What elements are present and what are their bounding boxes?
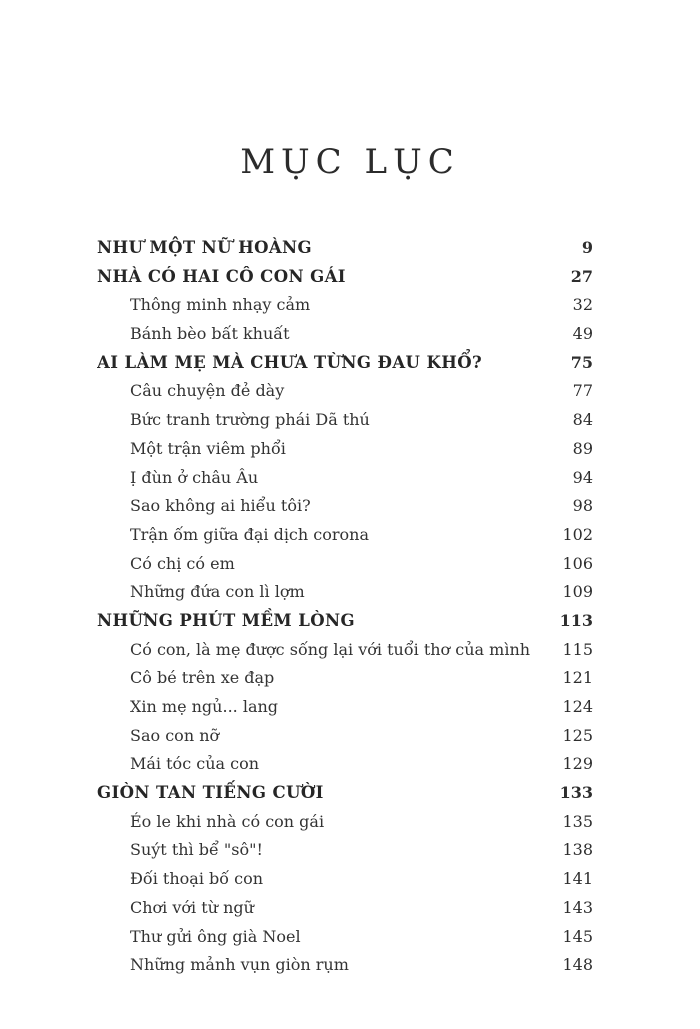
toc-entry-label: Sao con nỡ <box>130 725 220 745</box>
toc-entry-page: 32 <box>572 295 593 315</box>
toc-entry-page: 124 <box>562 697 593 716</box>
toc-entry-label: Suýt thì bể "sô"! <box>130 840 263 860</box>
toc-entry-page: 121 <box>562 668 593 688</box>
toc-row <box>97 291 593 320</box>
toc-row <box>97 234 593 263</box>
toc-entry-page: 145 <box>562 926 593 946</box>
toc-row <box>97 492 593 521</box>
toc-row <box>97 263 593 292</box>
toc-row <box>97 320 593 349</box>
toc-row <box>97 578 593 607</box>
toc-entry-page: 143 <box>562 897 593 917</box>
toc-entry-label: GIÒN TAN TIẾNG CƯỜI <box>97 783 324 803</box>
toc-row <box>97 377 593 406</box>
toc-entry-page: 94 <box>572 467 593 487</box>
toc-entry-page: 106 <box>562 553 593 573</box>
toc-row <box>97 808 593 837</box>
toc-row <box>97 521 593 550</box>
toc-entry-page: 84 <box>572 410 593 430</box>
toc-row <box>97 865 593 894</box>
toc-entry-label: Có con, là mẹ được sống lại với tuổi thơ của mình <box>130 639 531 659</box>
toc-row <box>97 722 593 751</box>
toc-row <box>97 550 593 579</box>
toc-entry-page: 129 <box>562 754 593 774</box>
toc-entry-page: 135 <box>562 811 593 831</box>
toc-entry-page: 141 <box>562 869 593 889</box>
toc-entry-label: NHÀ CÓ HAI CÔ CON GÁI <box>97 266 346 286</box>
toc-entry-page: 148 <box>562 955 593 975</box>
toc-row <box>97 435 593 464</box>
toc-entry-page: 27 <box>570 266 593 286</box>
toc-row <box>97 951 593 980</box>
toc-entry-label: Xin mẹ ngủ... lang <box>130 697 279 716</box>
toc-entry-label: AI LÀM MẸ MÀ CHƯA TỪNG ĐAU KHỔ? <box>97 352 483 372</box>
toc-entry-label: Thư gửi ông già Noel <box>130 926 301 946</box>
toc-row <box>97 349 593 378</box>
toc-entry-label: Sao không ai hiểu tôi? <box>130 496 311 516</box>
toc-entry-page: 109 <box>562 582 593 602</box>
toc-entry-page: 98 <box>572 496 593 516</box>
toc-row <box>97 693 593 722</box>
toc-entry-label: Một trận viêm phổi <box>130 438 286 458</box>
toc-entry-label: Bức tranh trường phái Dã thú <box>130 410 370 430</box>
toc-entry-page: 77 <box>572 381 593 401</box>
page-title: MỤC LỤC <box>240 142 460 182</box>
toc-entry-label: Trận ốm giữa đại dịch corona <box>130 524 369 544</box>
toc-entry-page: 49 <box>572 324 593 344</box>
toc-entry-page: 133 <box>559 783 593 803</box>
toc-entry-label: Thông minh nhạy cảm <box>130 295 311 315</box>
toc-entry-label: Câu chuyện đẻ dày <box>130 381 285 401</box>
toc-entry-label: Cô bé trên xe đạp <box>130 668 275 688</box>
toc-row <box>97 779 593 808</box>
toc-row <box>97 836 593 865</box>
toc-entry-label: Chơi với từ ngữ <box>130 897 254 917</box>
toc-row <box>97 923 593 952</box>
toc-entry-label: NHƯ MỘT NỮ HOÀNG <box>97 238 313 257</box>
toc-row <box>97 464 593 493</box>
toc-entry-label: Mái tóc của con <box>130 754 260 774</box>
toc-entry-label: Những mảnh vụn giòn rụm <box>130 955 349 975</box>
toc-entry-page: 102 <box>562 524 593 544</box>
toc-entry-page: 125 <box>562 725 593 745</box>
toc-entry-page: 113 <box>559 610 593 630</box>
toc-entry-label: Có chị có em <box>130 553 235 573</box>
toc-entry-page: 75 <box>570 352 593 372</box>
toc-entry-label: NHỮNG PHÚT MỀM LÒNG <box>97 610 355 630</box>
toc-row <box>97 664 593 693</box>
toc-entry-page: 9 <box>581 238 593 257</box>
toc-row <box>97 750 593 779</box>
table-of-contents <box>97 234 593 980</box>
toc-entry-label: Ị đùn ở châu Âu <box>130 467 259 487</box>
toc-row <box>97 894 593 923</box>
toc-row <box>97 636 593 665</box>
toc-entry-page: 138 <box>562 840 593 860</box>
toc-entry-page: 115 <box>562 639 593 659</box>
toc-row <box>97 607 593 636</box>
toc-entry-page: 89 <box>572 438 593 458</box>
toc-entry-label: Éo le khi nhà có con gái <box>130 811 325 831</box>
toc-row <box>97 406 593 435</box>
toc-entry-label: Đối thoại bố con <box>130 869 264 889</box>
toc-entry-label: Những đứa con lì lợm <box>130 582 305 602</box>
toc-entry-label: Bánh bèo bất khuất <box>130 324 290 344</box>
